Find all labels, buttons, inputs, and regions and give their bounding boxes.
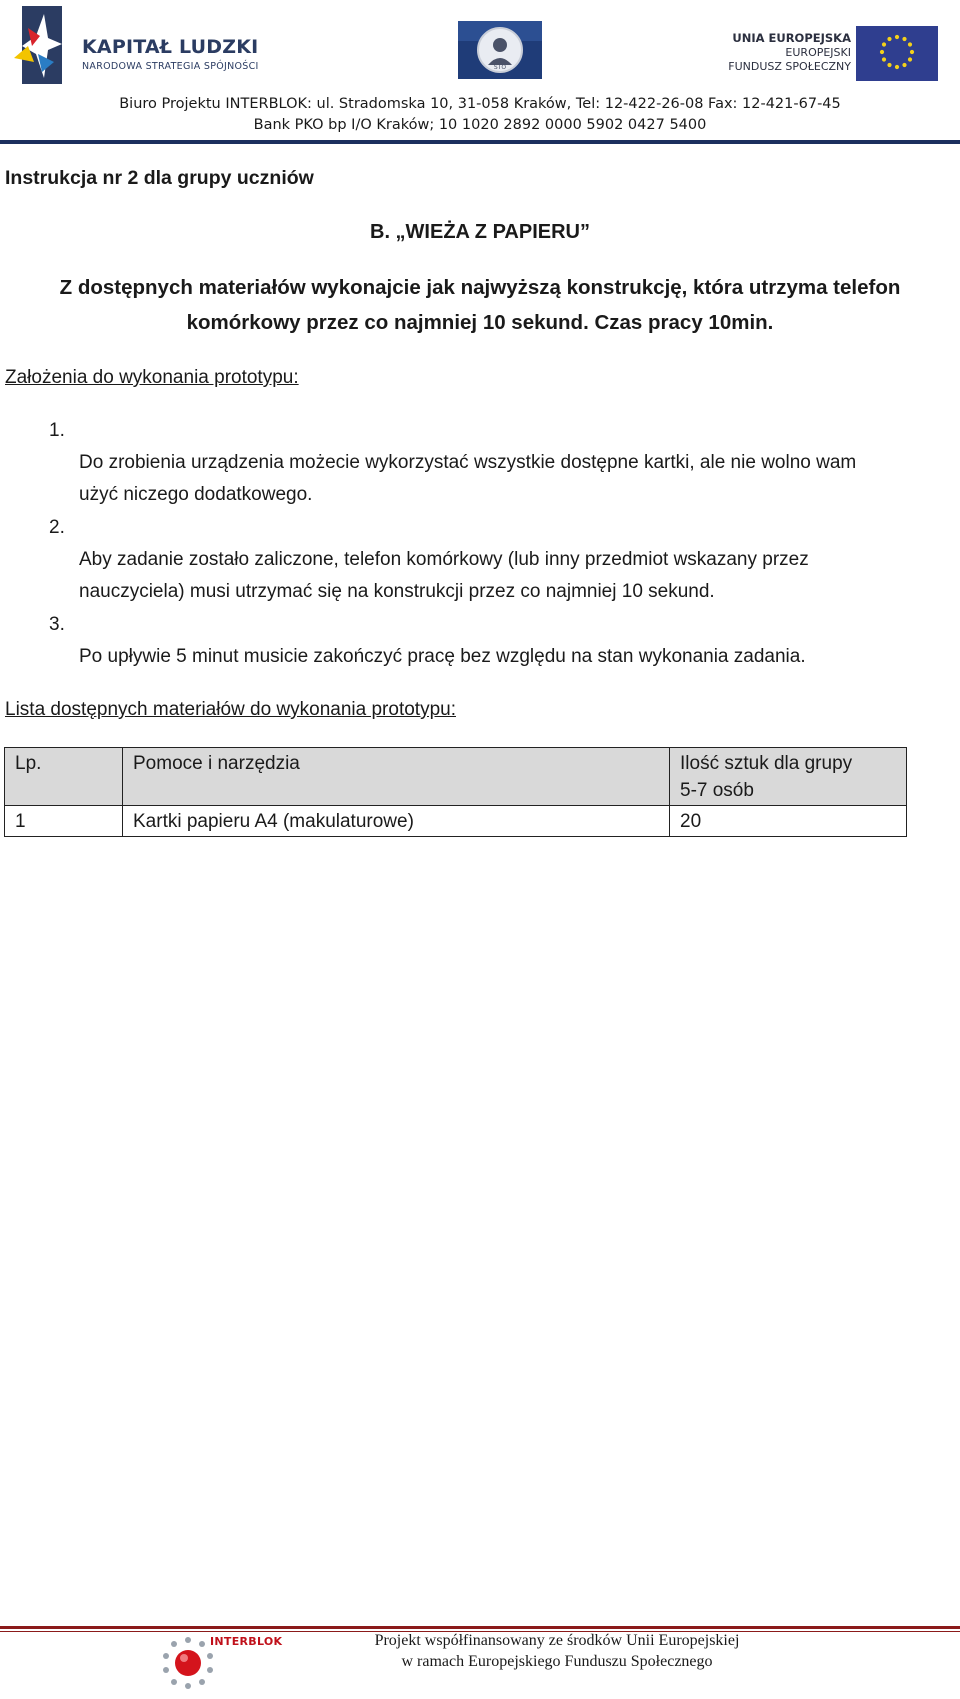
eu-label-line2: EUROPEJSKI [785, 46, 851, 59]
interblok-label: INTERBLOK [210, 1635, 283, 1648]
address-line-1: Biuro Projektu INTERBLOK: ul. Stradomska 10, 31-058 Kraków, Tel: 12-422-26-08 Fax: 12-421-67-45 [119, 96, 841, 112]
footer-line-2: w ramach Europejskiego Funduszu Społecznego [401, 1653, 713, 1670]
task-description-line-1: Z dostępnych materiałów wykonajcie jak najwyższą konstrukcję, która utrzyma telefon [59, 276, 901, 299]
footer-divider [0, 1626, 960, 1629]
table-header-qty [670, 748, 907, 806]
portrait-medal-icon [458, 21, 542, 79]
header-divider [0, 140, 960, 144]
document-heading: Instrukcja nr 2 dla grupy uczniów [5, 167, 314, 189]
footer-line-1: Projekt współfinansowany ze środków Unii Europejskiej [374, 1632, 740, 1649]
kapital-ludzki-logo [14, 6, 264, 86]
section-title: B. „WIEŻA Z PAPIERU” [370, 221, 590, 243]
eu-flag-icon [856, 26, 938, 81]
table-header-qty-line1: Ilość sztuk dla grupy [680, 753, 853, 774]
table-cell-tools: Kartki papieru A4 (makulaturowe) [123, 806, 670, 837]
kapital-ludzki-subtitle: NARODOWA STRATEGIA SPÓJNOŚCI [82, 61, 259, 72]
eu-flag [856, 26, 938, 81]
eu-label-line1: UNIA EUROPEJSKA [732, 31, 851, 45]
list-item-number: 2. [49, 517, 65, 538]
eu-label [724, 31, 851, 73]
table-header-qty-line2: 5-7 osób [680, 780, 754, 801]
medal-logo [458, 21, 542, 79]
list-item-text: Po upływie 5 minut musicie zakończyć pracę bez względu na stan wykonania zadania. [79, 646, 806, 667]
materials-title: Lista dostępnych materiałów do wykonania prototypu: [5, 699, 456, 720]
table-cell-qty: 20 [670, 806, 907, 837]
kapital-ludzki-star-icon [14, 6, 74, 86]
address-line-2: Bank PKO bp I/O Kraków; 10 1020 2892 0000 5902 0427 5400 [253, 117, 707, 133]
list-item-text: nauczyciela) musi utrzymać się na konstrukcji przez co najmniej 10 sekund. [79, 581, 715, 602]
table-header-tools: Pomoce i narzędzia [123, 748, 670, 806]
task-description-line-2: komórkowy przez co najmniej 10 sekund. Czas pracy 10min. [186, 311, 774, 334]
list-item-number: 3. [49, 614, 65, 635]
table-header-lp: Lp. [5, 748, 123, 806]
list-item-text: Do zrobienia urządzenia możecie wykorzystać wszystkie dostępne kartki, ale nie wolno wam [79, 452, 857, 473]
table-row [5, 806, 907, 837]
medal-text: STO [493, 64, 507, 71]
materials-table [4, 747, 907, 837]
eu-label-line3: FUNDUSZ SPOŁECZNY [728, 60, 851, 73]
table-header-row [5, 748, 907, 806]
assumptions-title: Założenia do wykonania prototypu: [5, 367, 299, 388]
list-item-text: Aby zadanie zostało zaliczone, telefon komórkowy (lub inny przedmiot wskazany przez [79, 549, 809, 570]
list-item-text: użyć niczego dodatkowego. [79, 484, 313, 505]
list-item-number: 1. [49, 420, 65, 441]
kapital-ludzki-title: KAPITAŁ LUDZKI [82, 36, 259, 58]
table-cell-lp: 1 [5, 806, 123, 837]
